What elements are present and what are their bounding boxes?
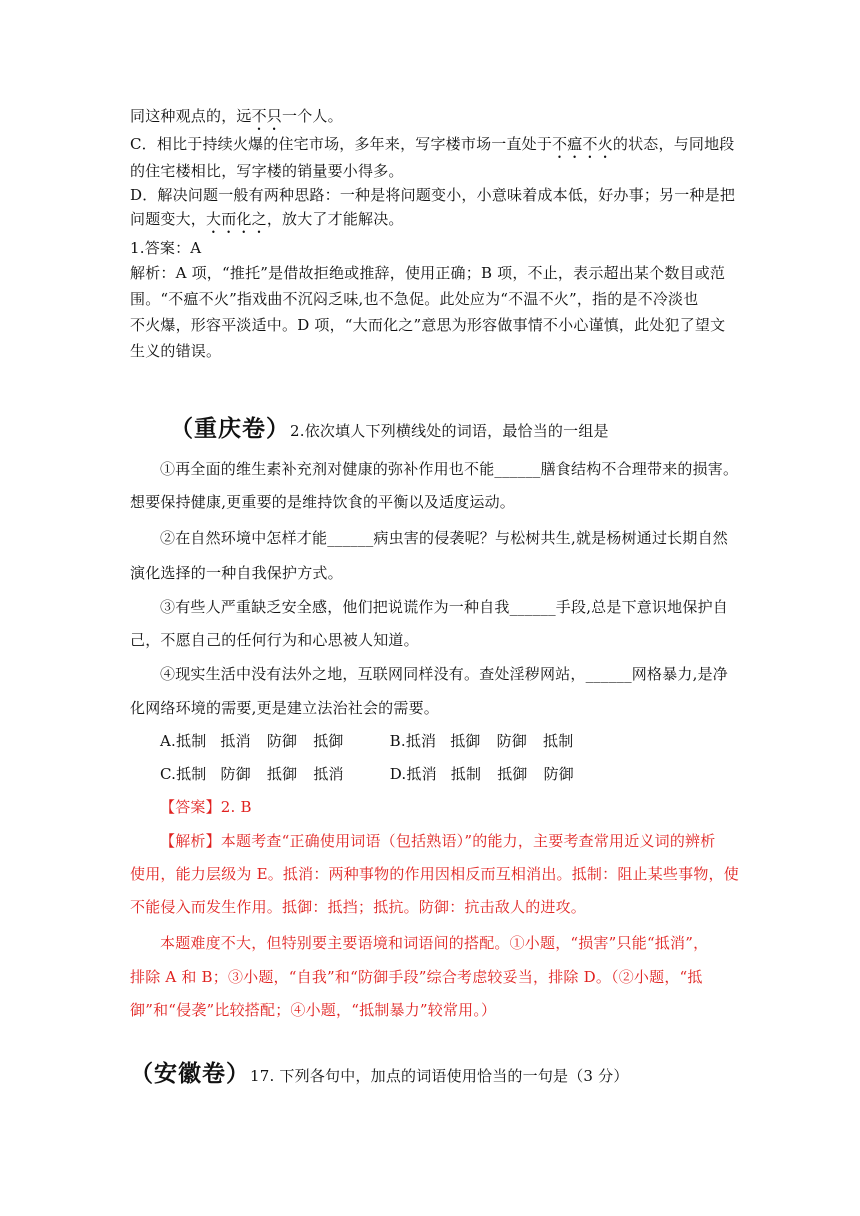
dotted-word: 不只 [251, 107, 283, 125]
analysis-line: 本题难度不大，但特别要主要语境和词语间的搭配。①小题，“损害”只能“抵消”， [160, 934, 709, 952]
question-text: 17. 下列各句中，加点的词语使用恰当的一句是（3 分） [250, 1067, 629, 1085]
answer-line: 1.答案：A [130, 239, 202, 257]
explanation-line: 围。“不瘟不火”指戏曲不沉闷乏味,也不急促。此处应为“不温不火”，指的是不冷淡也 [130, 290, 699, 308]
question-heading [170, 415, 609, 442]
sentence-line: 化网络环境的需要,更是建立法治社会的需要。 [130, 699, 439, 717]
text-line: 的住宅楼相比，写字楼的销量要小得多。 [130, 162, 404, 180]
option-c-line: C．相比于持续火爆的住宅市场，多年来，写字楼市场一直处于不瘟不火的状态，与同地段 [130, 135, 735, 153]
sentence-line: ②在自然环境中怎样才能______病虫害的侵袭呢？与松树共生,就是杨树通过长期自然 [160, 529, 728, 547]
sentence-line: 演化选择的一种自我保护方式。 [130, 564, 343, 582]
analysis-line: 排除 A 和 B；③小题，“自我”和“防御手段”综合考虑较妥当，排除 D。（②小题，“抵 [130, 968, 703, 986]
option-d-line: D．解决问题一般有两种思路：一种是将问题变小，小意味着成本低，好办事；另一种是把 [130, 186, 736, 204]
sentence-line: ④现实生活中没有法外之地，互联网同样没有。查处淫秽网站，______网格暴力,是净 [160, 665, 728, 683]
analysis-line: 【解析】本题考查“正确使用词语（包括熟语）”的能力，主要考查常用近义词的辨析 [160, 832, 716, 850]
explanation-line: 解析：A 项，“推托”是借故拒绝或推辞，使用正确；B 项，不止，表示超出某个数目或范 [130, 264, 726, 282]
text-line: 问题变大，大而化之，放大了才能解决。 [130, 210, 404, 228]
explanation-line: 生义的错误。 [130, 342, 222, 360]
section-label: （重庆卷） [170, 415, 290, 442]
dotted-word: 不瘟不火 [552, 135, 613, 153]
sentence-line: ①再全面的维生素补充剂对健康的弥补作用也不能______膳食结构不合理带来的损害。 [160, 460, 739, 478]
question-heading [130, 1060, 629, 1087]
sentence-line: 己，不愿自己的任何行为和心思被人知道。 [130, 631, 419, 649]
options-row-cd: C.抵制 防御 抵御 抵消 D.抵消 抵制 抵御 防御 [160, 765, 575, 783]
analysis-line: 使用，能力层级为 E。抵消：两种事物的作用因相反而互相消出。抵制：阻止某些事物，使 [130, 865, 739, 883]
options-row-ab: A.抵制 抵消 防御 抵御 B.抵消 抵御 防御 抵制 [160, 732, 574, 750]
sentence-line: ③有些人严重缺乏安全感，他们把说谎作为一种自我______手段,总是下意识地保护自 [160, 598, 728, 616]
explanation-line: 不火爆，形容平淡适中。D 项，“大而化之”意思为形容做事情不小心谨慎，此处犯了望文 [130, 316, 726, 334]
answer-line: 【答案】2. B [160, 798, 252, 816]
analysis-line: 御”和“侵袭”比较搭配；④小题，“抵制暴力”较常用。） [130, 1001, 497, 1019]
dotted-word: 大而化之 [206, 210, 267, 228]
section-label: （安徽卷） [130, 1060, 250, 1087]
text-line: 同这种观点的，远不只一个人。 [130, 107, 343, 125]
analysis-line: 不能侵入而发生作用。抵御：抵挡；抵抗。防御：抗击敌人的进攻。 [130, 898, 587, 916]
question-text: 2.依次填人下列横线处的词语，最恰当的一组是 [290, 422, 609, 440]
sentence-line: 想要保持健康,更重要的是维持饮食的平衡以及适度运动。 [130, 493, 515, 511]
